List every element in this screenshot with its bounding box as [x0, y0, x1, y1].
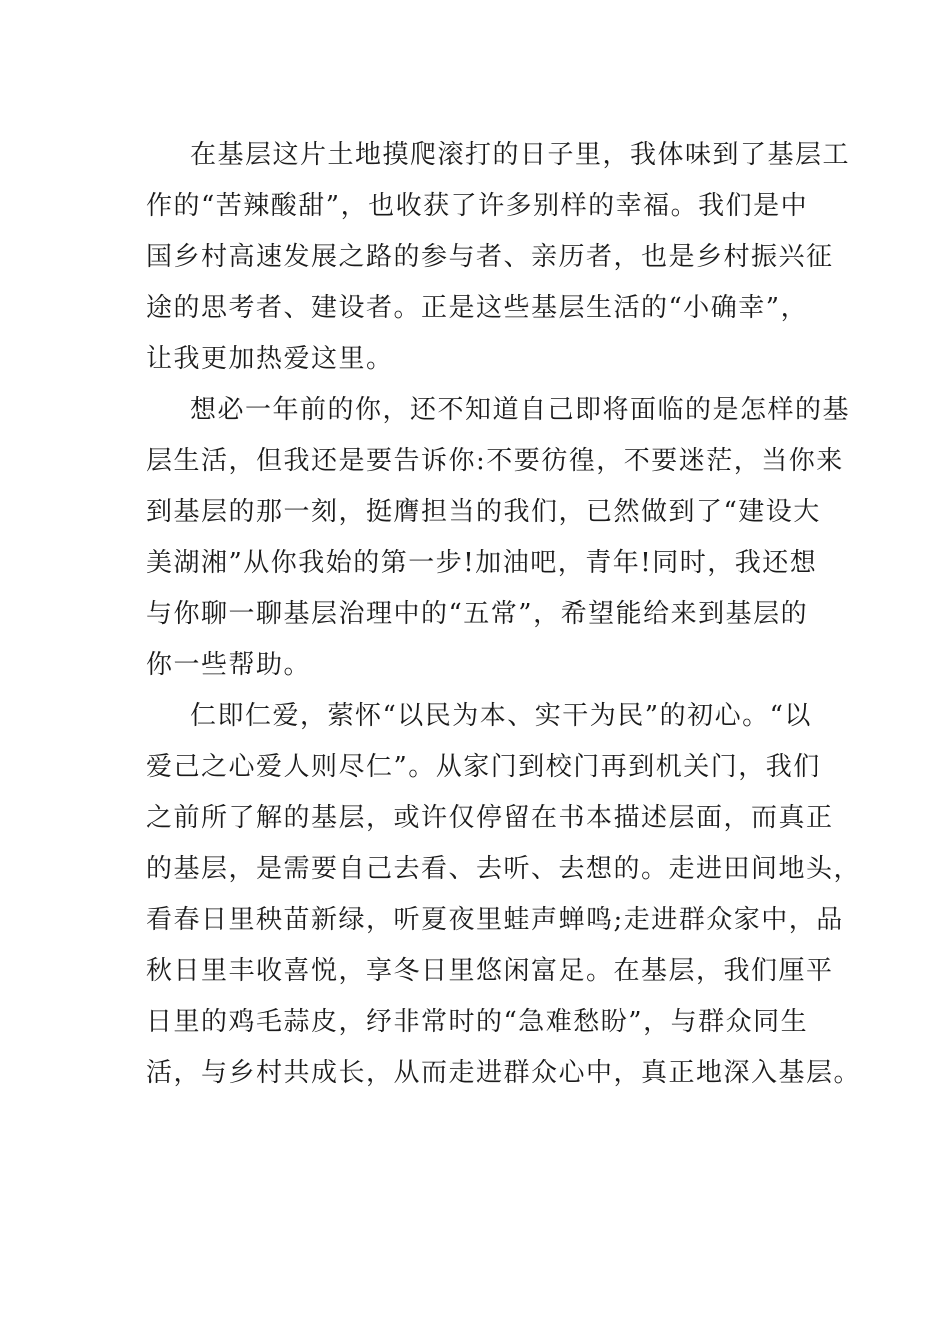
paragraph-line: 让我更加热爱这里。: [146, 344, 394, 374]
paragraph-line: 层生活，但我还是要告诉你:不要彷徨，不要迷茫，当你来: [146, 446, 844, 476]
paragraph-line: 美湖湘”从你我始的第一步!加油吧，青年!同时，我还想: [146, 548, 818, 578]
paragraph-2: [146, 385, 851, 691]
paragraph-line: 想必一年前的你，还不知道自己即将面临的是怎样的基: [190, 395, 851, 425]
paragraph-line: 爱己之心爱人则尽仁”。从家门到校门再到机关门，我们: [146, 752, 821, 782]
paragraph-line: 与你聊一聊基层治理中的“五常”，希望能给来到基层的: [146, 599, 809, 629]
paragraph-line: 之前所了解的基层，或许仅停留在书本描述层面，而真正: [146, 803, 834, 833]
paragraph-line: 活，与乡村共成长，从而走进群众心中，真正地深入基层。: [146, 1058, 862, 1088]
paragraph-line: 秋日里丰收喜悦，享冬日里悠闲富足。在基层，我们厘平: [146, 956, 834, 986]
paragraph-line: 仁即仁爱，萦怀“以民为本、实干为民”的初心。“以: [190, 701, 812, 731]
paragraph-line: 日里的鸡毛蒜皮，纾非常时的“急难愁盼”，与群众同生: [146, 1007, 809, 1037]
paragraph-line: 作的“苦辣酸甜”，也收获了许多别样的幸福。我们是中: [146, 191, 809, 221]
paragraph-line: 国乡村高速发展之路的参与者、亲历者，也是乡村振兴征: [146, 242, 834, 272]
paragraph-line: 途的思考者、建设者。正是这些基层生活的“小确幸”，: [146, 293, 809, 323]
paragraph-line: 在基层这片土地摸爬滚打的日子里，我体味到了基层工: [190, 140, 851, 170]
paragraph-1: [146, 130, 851, 385]
paragraph-line: 看春日里秧苗新绿，听夏夜里蛙声蝉鸣;走进群众家中，品: [146, 905, 844, 935]
paragraph-line: 到基层的那一刻，挺膺担当的我们，已然做到了“建设大: [146, 497, 821, 527]
paragraph-line: 的基层，是需要自己去看、去听、去想的。走进田间地头，: [146, 854, 862, 884]
paragraph-line: 你一些帮助。: [146, 650, 312, 680]
body-text: [146, 130, 862, 1099]
paragraph-3: [146, 691, 862, 1099]
